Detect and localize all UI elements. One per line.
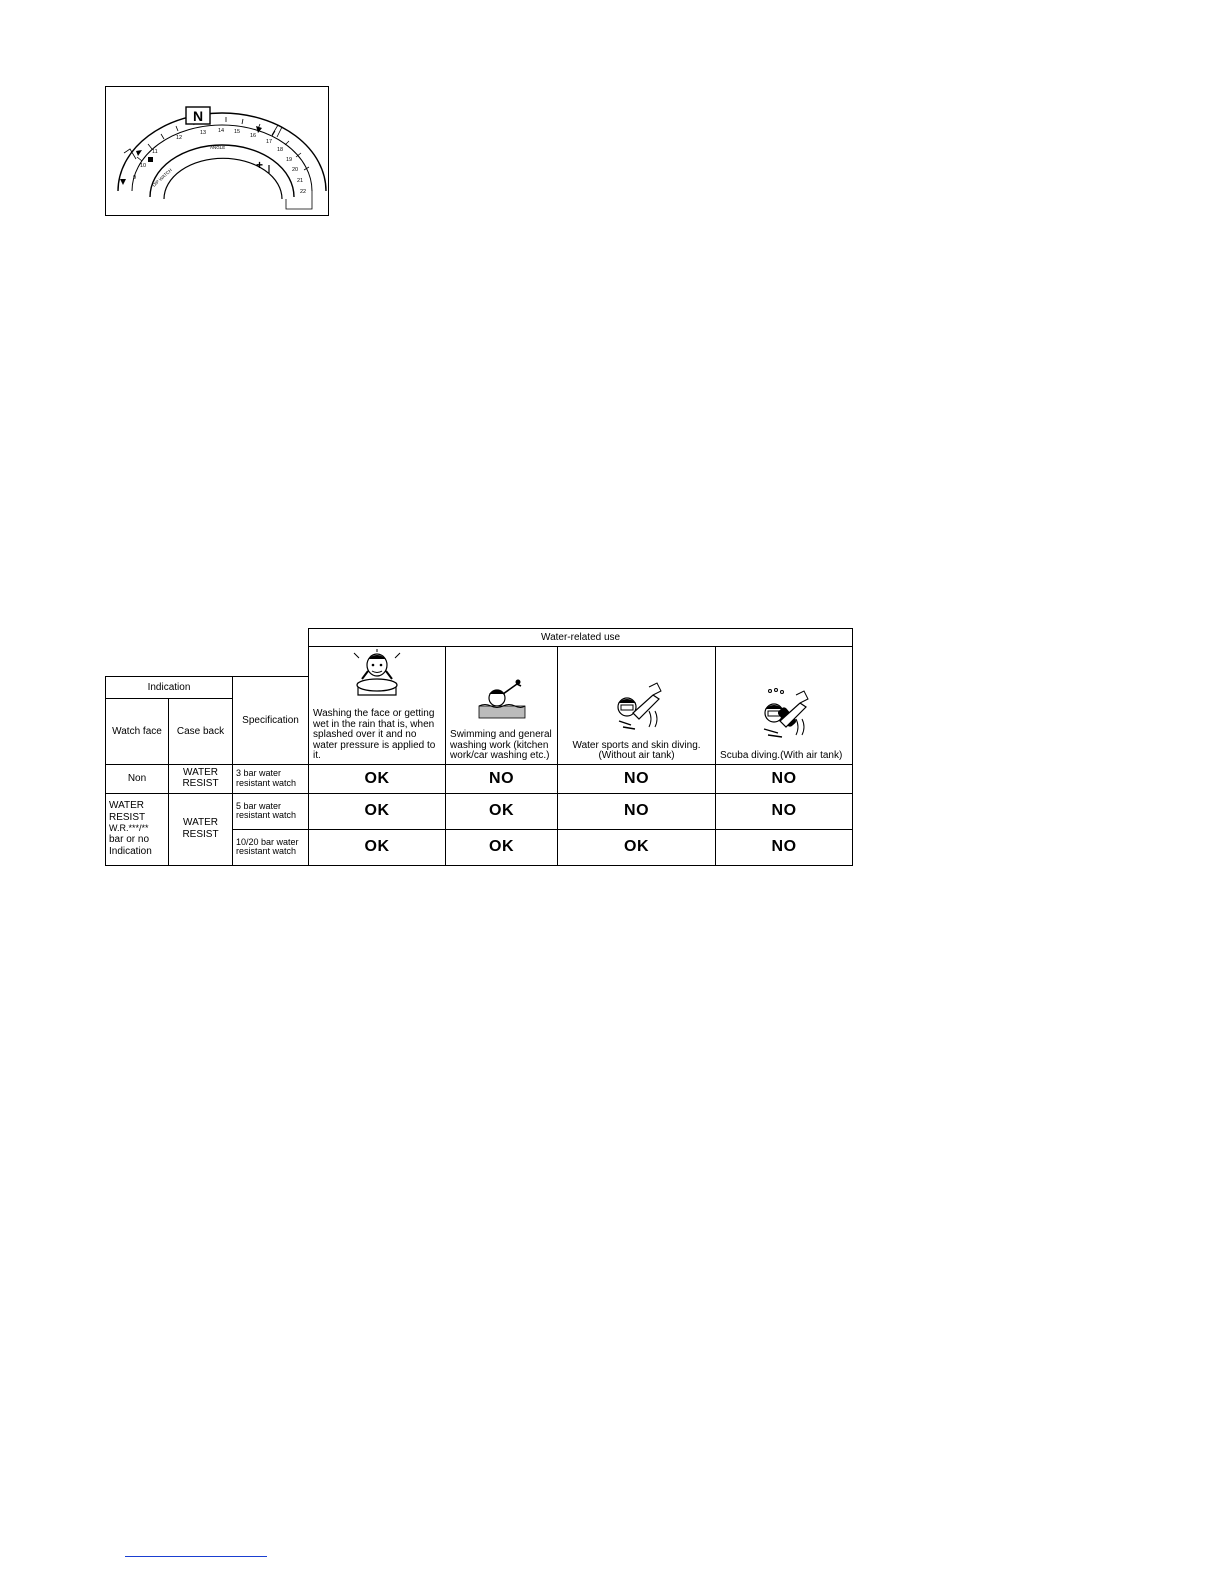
watch-face-line: bar or no <box>109 833 150 845</box>
result-cell: NO <box>716 829 853 865</box>
watch-face-line: RESIST <box>109 812 146 824</box>
watch-face-cell <box>106 793 169 865</box>
watch-face-cell: Non <box>106 764 169 793</box>
case-back-cell <box>169 793 233 865</box>
watch-face-line: WATER <box>109 800 144 812</box>
use-column-face-washing <box>309 647 446 765</box>
scale-number: 14 <box>218 128 225 134</box>
use-label: Washing the face or getting wet in the rain that is, when splashed over it and no water pressure is applied to it. <box>313 708 436 761</box>
scale-number: 10 <box>140 163 147 169</box>
bezel-plus-symbol: + <box>256 158 264 172</box>
case-back-line: RESIST <box>182 829 219 840</box>
indication-header: Indication <box>106 677 233 699</box>
spec-cell: 5 bar water resistant watch <box>233 793 309 829</box>
scale-number: 16 <box>250 133 257 139</box>
scale-number: 13 <box>200 130 207 136</box>
watch-face-line: Indication <box>109 845 152 857</box>
bezel-angle-text: ANGLE <box>210 145 226 150</box>
table-row <box>106 764 853 793</box>
water-resistance-table <box>105 628 853 866</box>
scale-number: 12 <box>176 135 183 141</box>
use-column-scuba-diving <box>716 647 853 765</box>
bezel-north-mark: N <box>192 108 204 124</box>
scale-number: 19 <box>286 157 293 163</box>
bezel-triangle-marker <box>136 150 142 156</box>
bezel-figure <box>105 86 329 216</box>
result-cell: NO <box>716 764 853 793</box>
scale-number: 21 <box>297 178 304 184</box>
scuba-diver-icon <box>756 687 812 743</box>
scale-number: 22 <box>300 189 307 195</box>
footer-link-underline[interactable] <box>125 1556 267 1557</box>
use-column-swimming <box>446 647 558 765</box>
swimming-icon <box>477 676 527 722</box>
skin-diver-icon <box>609 677 665 733</box>
table-row <box>106 793 853 829</box>
scale-number: 9 <box>133 175 137 181</box>
use-label: Scuba diving.(With air tank) <box>720 750 843 761</box>
spec-cell: 3 bar water resistant watch <box>233 764 309 793</box>
face-washing-icon <box>350 649 404 701</box>
result-cell: OK <box>309 793 446 829</box>
result-cell: NO <box>716 793 853 829</box>
scale-number: 11 <box>152 149 158 155</box>
case-back-header: Case back <box>169 698 233 764</box>
result-cell: OK <box>309 829 446 865</box>
scale-number: 17 <box>266 139 273 145</box>
bezel-inner-text: DIP WATCH <box>151 167 174 188</box>
bezel-square-marker <box>148 157 153 162</box>
case-back-cell: WATER RESIST <box>169 764 233 793</box>
watch-face-line: W.R.***/** <box>109 823 149 834</box>
scale-number: 18 <box>277 147 284 153</box>
scale-number: 15 <box>234 129 241 135</box>
result-cell: OK <box>558 829 716 865</box>
case-back-line: WATER <box>183 817 218 828</box>
result-cell: OK <box>446 829 558 865</box>
scale-number: 20 <box>292 167 299 173</box>
result-cell: NO <box>558 764 716 793</box>
bezel-triangle-marker <box>120 179 126 185</box>
rotating-bezel-illustration <box>106 87 330 217</box>
specification-header: Specification <box>233 677 309 765</box>
use-label: Swimming and general washing work (kitchen work/car washing etc.) <box>450 729 552 761</box>
spec-cell: 10/20 bar water resistant watch <box>233 829 309 865</box>
result-cell: OK <box>446 793 558 829</box>
water-related-use-header: Water-related use <box>309 629 853 647</box>
watch-face-header: Watch face <box>106 698 169 764</box>
result-cell: NO <box>446 764 558 793</box>
use-label: Water sports and skin diving. (Without air tank) <box>572 739 701 761</box>
use-column-skin-diving <box>558 647 716 765</box>
result-cell: OK <box>309 764 446 793</box>
result-cell: NO <box>558 793 716 829</box>
